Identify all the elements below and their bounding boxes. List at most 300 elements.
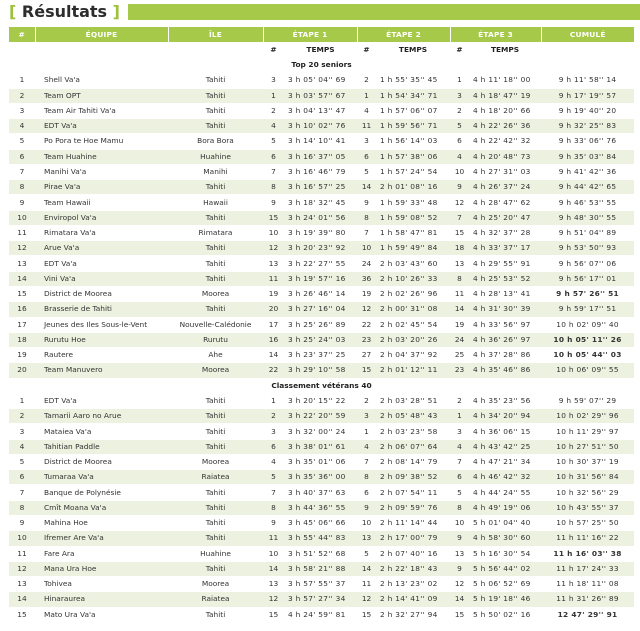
team-name: Rurutu Hoe: [35, 332, 168, 347]
stage2-rank: 11: [357, 577, 376, 592]
stage3-time: 4 h 37' 28'' 86: [469, 348, 541, 363]
stage1-rank: 4: [263, 119, 284, 134]
table-row: [9, 607, 634, 622]
row-number: 9: [9, 195, 35, 210]
stage2-rank: 12: [357, 302, 376, 317]
team-name: EDT Va'a: [35, 393, 168, 408]
title-text: Résultats: [21, 2, 108, 21]
stage1-time: 3 h 19' 39'' 80: [284, 225, 357, 240]
stage1-time: 3 h 55' 44'' 83: [284, 531, 357, 546]
island-name: Tahiti: [168, 485, 263, 500]
stage1-rank: 10: [263, 546, 284, 561]
stage2-rank: 9: [357, 500, 376, 515]
team-name: Hinaraurea: [35, 592, 168, 607]
section-title-row: [9, 378, 634, 393]
row-number: 12: [9, 561, 35, 576]
stage1-rank: 22: [263, 363, 284, 378]
stage3-time-header: TEMPS: [469, 42, 541, 57]
stage1-time: 3 h 19' 57'' 16: [284, 271, 357, 286]
team-name: Mataiea Va'a: [35, 424, 168, 439]
stage3-rank: 8: [450, 271, 469, 286]
stage2-rank: 7: [357, 225, 376, 240]
table-row: [9, 332, 634, 347]
stage2-rank: 6: [357, 149, 376, 164]
cumulative-time: 10 h 30' 37'' 19: [541, 454, 634, 469]
island-name: Tahiti: [168, 500, 263, 515]
stage3-time: 4 h 36' 06'' 15: [469, 424, 541, 439]
island-name: Tahiti: [168, 210, 263, 225]
stage3-rank: 23: [450, 363, 469, 378]
island-name: Manihi: [168, 164, 263, 179]
results-body: [9, 58, 634, 623]
stage1-time: 3 h 03' 57'' 67: [284, 88, 357, 103]
stage1-rank: 3: [263, 73, 284, 88]
stage1-rank: 13: [263, 577, 284, 592]
cumulative-time: 9 h 44' 42'' 65: [541, 180, 634, 195]
stage1-time: 3 h 45' 06'' 66: [284, 516, 357, 531]
row-number: 2: [9, 409, 35, 424]
island-name: Tahiti: [168, 393, 263, 408]
stage2-rank: 36: [357, 271, 376, 286]
stage2-time: 2 h 09' 59'' 76: [376, 500, 450, 515]
row-number: 15: [9, 607, 35, 622]
stage1-time: 3 h 14' 10'' 41: [284, 134, 357, 149]
stage1-time: 3 h 32' 00'' 24: [284, 424, 357, 439]
team-name: Cmît Moana Va'a: [35, 500, 168, 515]
stage3-rank: 10: [450, 164, 469, 179]
stage2-rank: 14: [357, 180, 376, 195]
stage1-time: 3 h 20' 15'' 22: [284, 393, 357, 408]
stage1-rank: 9: [263, 516, 284, 531]
cumulative-time: 11 h 17' 24'' 33: [541, 561, 634, 576]
island-name: Moorea: [168, 454, 263, 469]
stage2-rank: 27: [357, 348, 376, 363]
table-row: [9, 241, 634, 256]
cumulative-time: 11 h 16' 03'' 38: [541, 546, 634, 561]
stage1-rank: 11: [263, 531, 284, 546]
section-title: Classement vétérans 40: [9, 378, 634, 393]
table-row: [9, 225, 634, 240]
stage1-time: 3 h 57' 55'' 37: [284, 577, 357, 592]
row-number: 3: [9, 424, 35, 439]
cumulative-time: 9 h 59' 07'' 29: [541, 393, 634, 408]
stage2-rank: 7: [357, 454, 376, 469]
stage1-rank: 6: [263, 149, 284, 164]
stage3-time: 4 h 31' 30'' 39: [469, 302, 541, 317]
table-row: [9, 287, 634, 302]
team-name: Mahina Hoe: [35, 516, 168, 531]
row-number: 16: [9, 302, 35, 317]
stage3-rank: 1: [450, 409, 469, 424]
row-number: 7: [9, 485, 35, 500]
table-row: [9, 210, 634, 225]
stage3-time: 4 h 25' 20'' 47: [469, 210, 541, 225]
results-table: [9, 27, 634, 623]
col-stage2-header: ÉTAPE 2: [357, 27, 450, 42]
stage3-time: 4 h 35' 23'' 56: [469, 393, 541, 408]
team-name: District de Moorea: [35, 454, 168, 469]
table-row: [9, 119, 634, 134]
stage1-rank: 17: [263, 317, 284, 332]
stage2-time: 2 h 14' 41'' 09: [376, 592, 450, 607]
stage2-rank: 4: [357, 103, 376, 118]
stage2-time: 2 h 03' 20'' 26: [376, 332, 450, 347]
island-name: Tahiti: [168, 119, 263, 134]
title-close-bracket: ]: [112, 2, 120, 21]
stage2-rank: 24: [357, 256, 376, 271]
stage2-rank: 13: [357, 531, 376, 546]
island-name: Tahiti: [168, 103, 263, 118]
cumulative-time: 11 h 31' 26'' 89: [541, 592, 634, 607]
row-number: 1: [9, 73, 35, 88]
subheader-row: [9, 42, 634, 57]
table-row: [9, 317, 634, 332]
stage1-rank-header: #: [263, 42, 284, 57]
stage3-time: 4 h 20' 48'' 73: [469, 149, 541, 164]
stage1-time: 3 h 25' 24'' 03: [284, 332, 357, 347]
stage3-time: 4 h 11' 18'' 00: [469, 73, 541, 88]
row-number: 5: [9, 454, 35, 469]
stage2-rank: 8: [357, 210, 376, 225]
island-name: Ahe: [168, 348, 263, 363]
team-name: Shell Va'a: [35, 73, 168, 88]
table-row: [9, 577, 634, 592]
stage1-rank: 11: [263, 271, 284, 286]
stage3-time: 4 h 27' 31'' 03: [469, 164, 541, 179]
team-name: Vini Va'a: [35, 271, 168, 286]
stage3-time: 5 h 16' 30'' 54: [469, 546, 541, 561]
stage3-time: 4 h 32' 37'' 28: [469, 225, 541, 240]
stage3-time: 4 h 33' 37'' 17: [469, 241, 541, 256]
row-number: 2: [9, 88, 35, 103]
section-title: Top 20 seniors: [9, 58, 634, 73]
island-name: Tahiti: [168, 424, 263, 439]
table-row: [9, 500, 634, 515]
stage1-rank: 15: [263, 210, 284, 225]
stage3-rank: 3: [450, 424, 469, 439]
team-name: Manihi Va'a: [35, 164, 168, 179]
cumulative-time: 10 h 31' 56'' 84: [541, 470, 634, 485]
stage3-time: 4 h 47' 21'' 34: [469, 454, 541, 469]
table-row: [9, 485, 634, 500]
team-name: Brasserie de Tahiti: [35, 302, 168, 317]
stage1-time-header: TEMPS: [284, 42, 357, 57]
island-name: Nouvelle-Calédonie: [168, 317, 263, 332]
stage3-rank: 24: [450, 332, 469, 347]
cumulative-time: 9 h 59' 17'' 51: [541, 302, 634, 317]
stage3-time: 4 h 35' 46'' 86: [469, 363, 541, 378]
island-name: Tahiti: [168, 516, 263, 531]
stage3-time: 4 h 34' 20'' 94: [469, 409, 541, 424]
stage2-time: 2 h 05' 48'' 43: [376, 409, 450, 424]
stage2-time: 2 h 02' 26'' 96: [376, 287, 450, 302]
cumulative-time: 9 h 41' 42'' 36: [541, 164, 634, 179]
row-number: 9: [9, 516, 35, 531]
stage1-rank: 4: [263, 454, 284, 469]
stage3-time: 4 h 36' 26'' 97: [469, 332, 541, 347]
stage2-time: 2 h 04' 37'' 92: [376, 348, 450, 363]
row-number: 11: [9, 225, 35, 240]
stage3-rank: 13: [450, 546, 469, 561]
row-number: 20: [9, 363, 35, 378]
team-name: Banque de Polynésie: [35, 485, 168, 500]
island-name: Moorea: [168, 287, 263, 302]
island-name: Huahine: [168, 149, 263, 164]
stage2-rank: 1: [357, 88, 376, 103]
island-name: Tahiti: [168, 607, 263, 622]
stage3-rank: 5: [450, 119, 469, 134]
stage2-time: 2 h 08' 14'' 79: [376, 454, 450, 469]
stage2-rank: 9: [357, 195, 376, 210]
stage2-rank: 3: [357, 409, 376, 424]
stage1-time: 3 h 35' 01'' 06: [284, 454, 357, 469]
stage2-rank: 8: [357, 470, 376, 485]
stage1-rank: 9: [263, 195, 284, 210]
stage3-rank: 14: [450, 592, 469, 607]
island-name: Raiatea: [168, 592, 263, 607]
col-team-header: ÉQUIPE: [35, 27, 168, 42]
stage3-time: 5 h 19' 18'' 46: [469, 592, 541, 607]
island-name: Moorea: [168, 363, 263, 378]
table-row: [9, 439, 634, 454]
stage1-time: 3 h 24' 01'' 56: [284, 210, 357, 225]
stage2-time: 2 h 17' 00'' 79: [376, 531, 450, 546]
cumulative-time: 12 47' 29'' 91: [541, 607, 634, 622]
stage2-time: 1 h 59' 08'' 52: [376, 210, 450, 225]
stage2-time-header: TEMPS: [376, 42, 450, 57]
stage2-rank: 15: [357, 363, 376, 378]
table-row: [9, 103, 634, 118]
stage2-rank: 5: [357, 164, 376, 179]
team-name: Team Huahine: [35, 149, 168, 164]
stage2-time: 2 h 01' 12'' 11: [376, 363, 450, 378]
cumulative-time: 10 h 05' 44'' 03: [541, 348, 634, 363]
stage1-rank: 13: [263, 256, 284, 271]
island-name: Tahiti: [168, 271, 263, 286]
title-open-bracket: [: [9, 2, 17, 21]
stage2-rank: 15: [357, 607, 376, 622]
stage1-time: 3 h 16' 37'' 05: [284, 149, 357, 164]
row-number: 17: [9, 317, 35, 332]
team-name: Mana Ura Hoe: [35, 561, 168, 576]
stage2-rank: 23: [357, 332, 376, 347]
island-name: Hawaii: [168, 195, 263, 210]
team-name: EDT Va'a: [35, 119, 168, 134]
team-name: Mato Ura Va'a: [35, 607, 168, 622]
team-name: Po Pora te Hoe Mamu: [35, 134, 168, 149]
stage1-time: 3 h 40' 37'' 63: [284, 485, 357, 500]
stage3-time: 4 h 58' 30'' 60: [469, 531, 541, 546]
col-stage1-header: ÉTAPE 1: [263, 27, 357, 42]
island-name: Rimatara: [168, 225, 263, 240]
stage1-time: 3 h 27' 16'' 04: [284, 302, 357, 317]
cumulative-time: 10 h 05' 11'' 26: [541, 332, 634, 347]
stage2-rank: 14: [357, 561, 376, 576]
col-cumul-header: CUMULÉ: [541, 27, 634, 42]
island-name: Rurutu: [168, 332, 263, 347]
stage1-time: 3 h 04' 13'' 47: [284, 103, 357, 118]
stage1-time: 3 h 23' 37'' 25: [284, 348, 357, 363]
stage2-time: 2 h 03' 23'' 58: [376, 424, 450, 439]
island-name: Tahiti: [168, 88, 263, 103]
stage3-rank: 2: [450, 393, 469, 408]
cumulative-time: 9 h 11' 58'' 14: [541, 73, 634, 88]
stage2-rank: 11: [357, 119, 376, 134]
stage3-rank: 10: [450, 516, 469, 531]
island-name: Tahiti: [168, 256, 263, 271]
table-row: [9, 195, 634, 210]
stage1-rank: 10: [263, 225, 284, 240]
stage3-time: 4 h 18' 20'' 66: [469, 103, 541, 118]
row-number: 4: [9, 439, 35, 454]
cumulative-time: 11 h 18' 11'' 08: [541, 577, 634, 592]
section-title-row: [9, 58, 634, 73]
row-number: 8: [9, 500, 35, 515]
stage1-rank: 14: [263, 348, 284, 363]
stage3-rank: 7: [450, 210, 469, 225]
stage2-time: 1 h 59' 33'' 48: [376, 195, 450, 210]
table-row: [9, 256, 634, 271]
island-name: Tahiti: [168, 531, 263, 546]
col-stage3-header: ÉTAPE 3: [450, 27, 541, 42]
stage1-rank: 12: [263, 241, 284, 256]
table-row: [9, 516, 634, 531]
table-row: [9, 546, 634, 561]
stage1-time: 3 h 16' 57'' 25: [284, 180, 357, 195]
stage3-rank: 15: [450, 607, 469, 622]
stage2-time: 1 h 59' 56'' 71: [376, 119, 450, 134]
stage1-rank: 16: [263, 332, 284, 347]
stage1-rank: 8: [263, 500, 284, 515]
island-name: Tahiti: [168, 561, 263, 576]
island-name: Raiatea: [168, 470, 263, 485]
table-row: [9, 531, 634, 546]
stage1-rank: 1: [263, 393, 284, 408]
stage3-rank: 6: [450, 134, 469, 149]
row-number: 7: [9, 164, 35, 179]
cumulative-time: 9 h 19' 40'' 20: [541, 103, 634, 118]
stage3-rank: 1: [450, 73, 469, 88]
stage3-rank: 8: [450, 500, 469, 515]
stage3-rank: 7: [450, 454, 469, 469]
stage2-time: 1 h 59' 49'' 84: [376, 241, 450, 256]
table-row: [9, 88, 634, 103]
col-island-header: ÎLE: [168, 27, 263, 42]
team-name: Tahitian Paddle: [35, 439, 168, 454]
cumulative-time: 9 h 48' 30'' 55: [541, 210, 634, 225]
stage3-rank: 15: [450, 225, 469, 240]
team-name: Team Air Tahiti Va'a: [35, 103, 168, 118]
table-row: [9, 180, 634, 195]
row-number: 5: [9, 134, 35, 149]
row-number: 13: [9, 577, 35, 592]
stage3-rank: 5: [450, 485, 469, 500]
team-name: Pirae Va'a: [35, 180, 168, 195]
stage1-rank: 3: [263, 424, 284, 439]
stage3-time: 4 h 25' 53'' 52: [469, 271, 541, 286]
table-row: [9, 470, 634, 485]
stage2-time: 2 h 00' 31'' 08: [376, 302, 450, 317]
stage2-time: 2 h 07' 40'' 16: [376, 546, 450, 561]
stage2-time: 2 h 03' 28'' 51: [376, 393, 450, 408]
stage1-time: 3 h 35' 36'' 00: [284, 470, 357, 485]
stage3-rank-header: #: [450, 42, 469, 57]
table-row: [9, 348, 634, 363]
stage3-time: 4 h 33' 56'' 97: [469, 317, 541, 332]
row-number: 12: [9, 241, 35, 256]
stage3-time: 5 h 50' 02'' 16: [469, 607, 541, 622]
island-name: Huahine: [168, 546, 263, 561]
team-name: Rautere: [35, 348, 168, 363]
stage3-time: 4 h 44' 24'' 55: [469, 485, 541, 500]
stage3-rank: 19: [450, 317, 469, 332]
stage3-rank: 9: [450, 561, 469, 576]
island-name: Moorea: [168, 577, 263, 592]
stage3-rank: 11: [450, 287, 469, 302]
cumulative-time: 9 h 57' 26'' 51: [541, 287, 634, 302]
stage3-rank: 25: [450, 348, 469, 363]
stage1-time: 3 h 51' 52'' 68: [284, 546, 357, 561]
stage1-time: 3 h 38' 01'' 61: [284, 439, 357, 454]
island-name: Tahiti: [168, 241, 263, 256]
cumulative-time: 11 h 11' 16'' 22: [541, 531, 634, 546]
stage2-time: 1 h 57' 38'' 06: [376, 149, 450, 164]
title-rule: [128, 4, 640, 20]
table-row: [9, 73, 634, 88]
stage2-time: 2 h 10' 26'' 33: [376, 271, 450, 286]
stage2-time: 1 h 57' 06'' 07: [376, 103, 450, 118]
team-name: District de Moorea: [35, 287, 168, 302]
stage1-rank: 19: [263, 287, 284, 302]
stage2-rank: 12: [357, 592, 376, 607]
table-row: [9, 561, 634, 576]
stage2-time: 2 h 22' 18'' 43: [376, 561, 450, 576]
stage3-rank: 13: [450, 256, 469, 271]
stage3-rank: 6: [450, 470, 469, 485]
island-name: Tahiti: [168, 439, 263, 454]
row-number: 14: [9, 271, 35, 286]
team-name: Rimatara Va'a: [35, 225, 168, 240]
stage2-time: 2 h 02' 45'' 54: [376, 317, 450, 332]
stage2-time: 1 h 58' 47'' 81: [376, 225, 450, 240]
cumulative-time: 10 h 02' 29'' 96: [541, 409, 634, 424]
stage3-time: 4 h 26' 37'' 24: [469, 180, 541, 195]
stage1-time: 3 h 10' 02'' 76: [284, 119, 357, 134]
stage1-rank: 20: [263, 302, 284, 317]
stage3-time: 4 h 29' 55'' 91: [469, 256, 541, 271]
row-number: 14: [9, 592, 35, 607]
table-row: [9, 592, 634, 607]
stage1-rank: 7: [263, 164, 284, 179]
stage1-time: 3 h 57' 27'' 34: [284, 592, 357, 607]
page-title: [0, 1, 128, 23]
row-number: 10: [9, 531, 35, 546]
stage3-rank: 18: [450, 241, 469, 256]
stage3-rank: 12: [450, 195, 469, 210]
stage1-time: 3 h 25' 26'' 89: [284, 317, 357, 332]
stage2-time: 2 h 09' 38'' 52: [376, 470, 450, 485]
stage2-time: 2 h 03' 43'' 60: [376, 256, 450, 271]
row-number: 8: [9, 180, 35, 195]
stage1-rank: 8: [263, 180, 284, 195]
table-row: [9, 454, 634, 469]
island-name: Tahiti: [168, 73, 263, 88]
team-name: Fare Ara: [35, 546, 168, 561]
table-row: [9, 424, 634, 439]
cumulative-time: 10 h 27' 51'' 50: [541, 439, 634, 454]
stage1-rank: 7: [263, 485, 284, 500]
stage2-time: 1 h 54' 34'' 71: [376, 88, 450, 103]
